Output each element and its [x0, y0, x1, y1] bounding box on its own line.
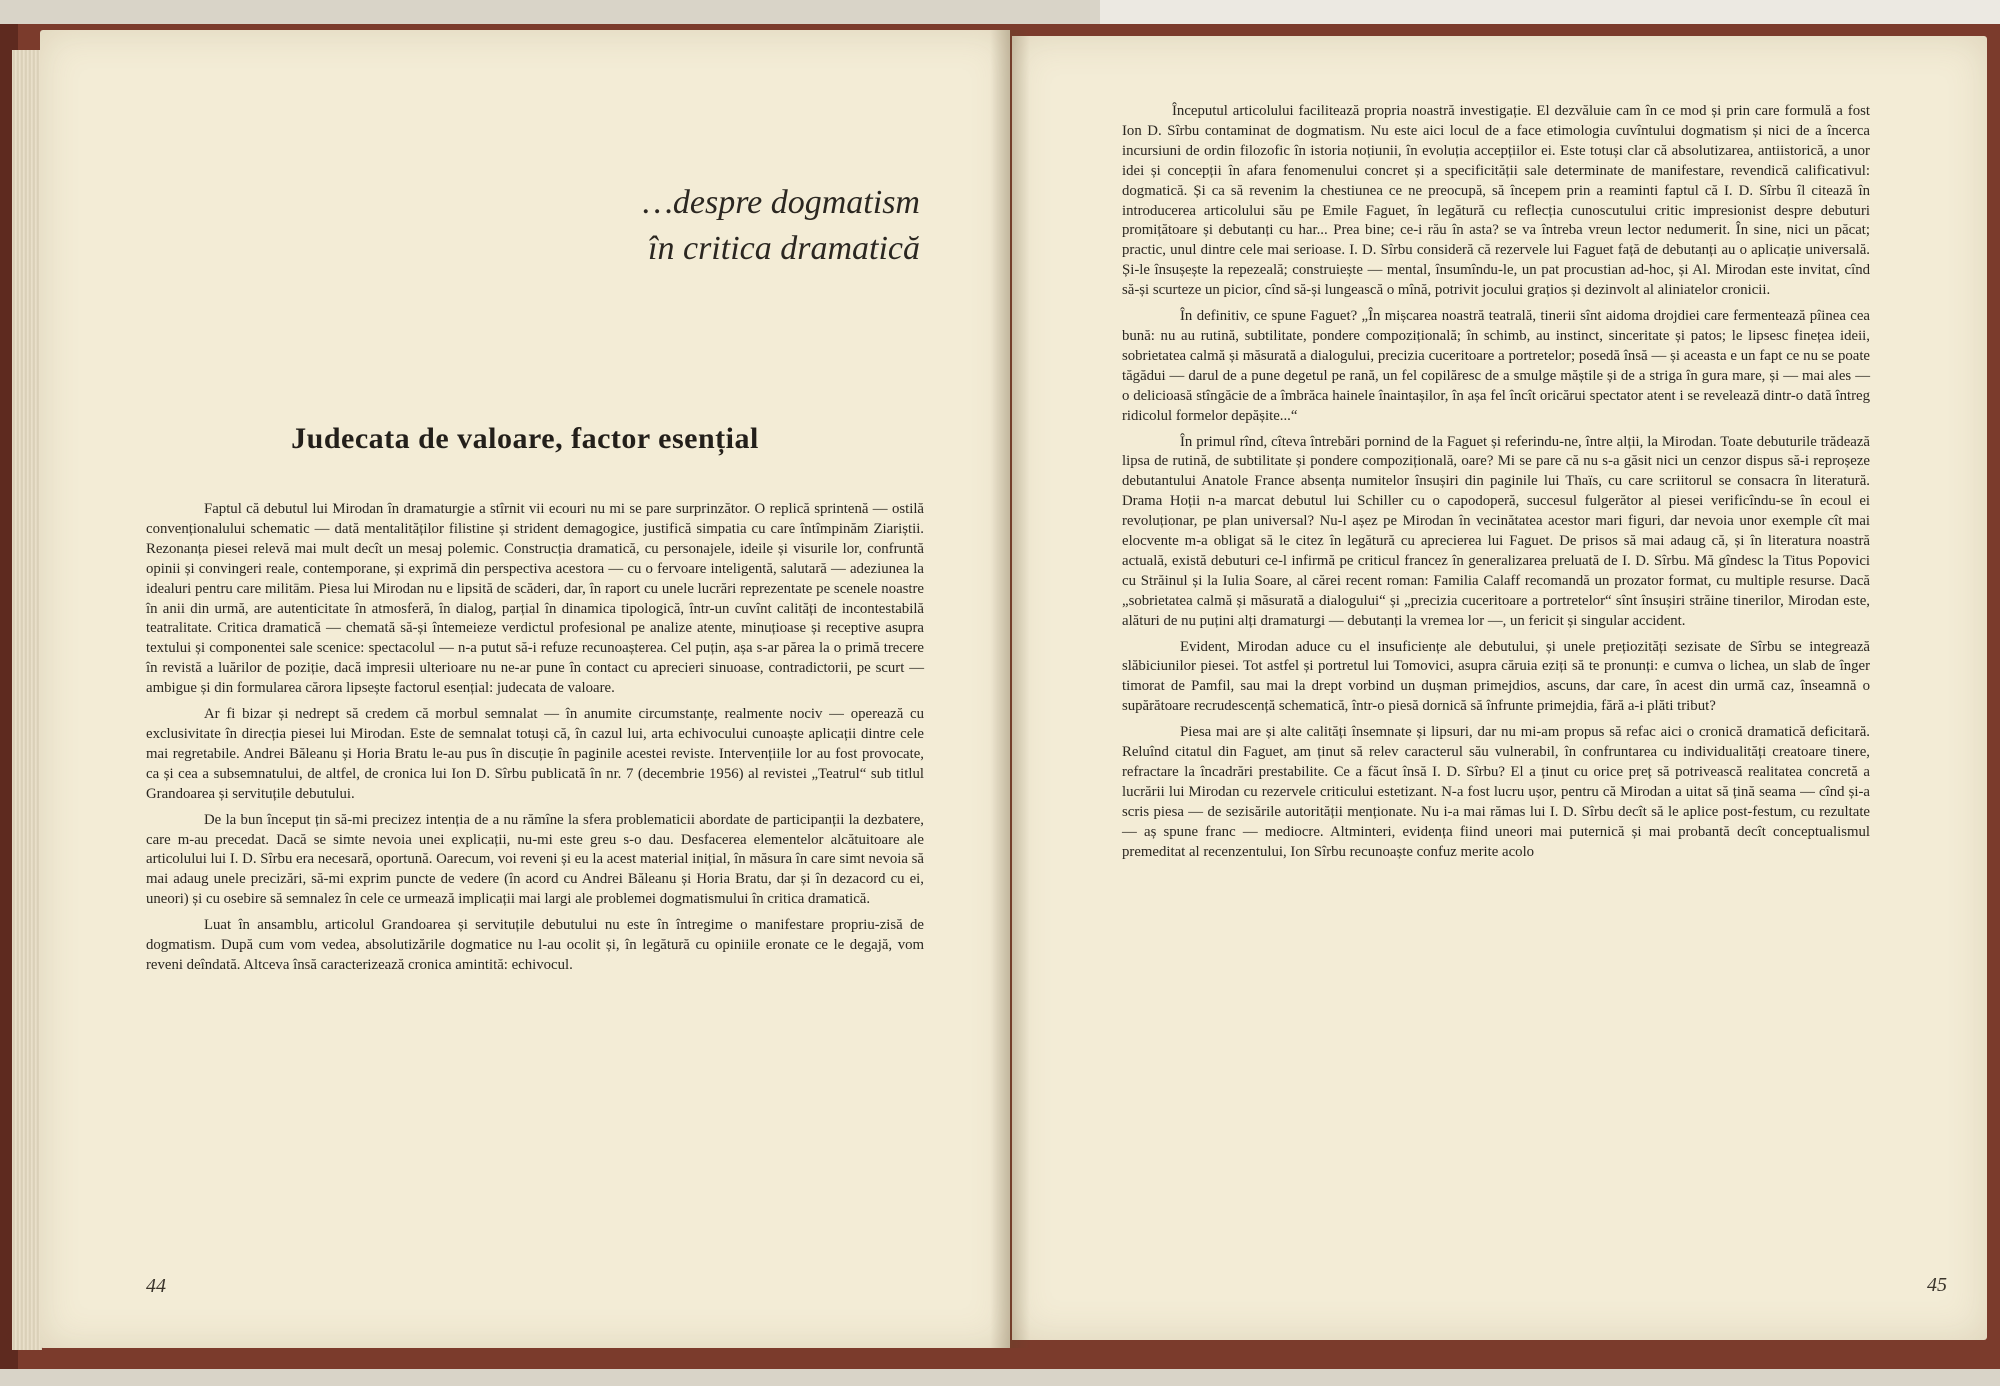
paragraph: Luat în ansamblu, articolul Grandoarea și servituțile debutului nu este în întregime o manifestare propriu-zisă de dogmatism. După cum vom vedea, absolutizările dogmatice nu l-au ocolit și, în legătură cu opiniile eronate ce le degajă, vom reveni deîndată. Altceva însă caracterizează cronica amintită: echivocul.	[146, 917, 924, 973]
paragraph: Piesa mai are și alte calități însemnate și lipsuri, dar nu mi-am propus să refac aici o cronică dramatică deficitară. Reluînd citatul din Faguet, am ținut să relev caracterul său vulnerabil, în confruntarea cu individualități creatoare tinere, refractare la încadrări prestabilite. Ce a făcut însă I. D. Sîrbu? El a ținut cu orice preț să potrivească realitatea concretă a lucrării lui Mirodan cu rezervele criticului estetizant. N-a fost lucru ușor, pentru că Mirodan a uitat să țină seama — cînd și-a scris piesa — de sezisările autorității menționate. Nu i-a mai rămas lui I. D. Sîrbu decît să le aplice post-festum, cu rezultate — aș spune franc — mediocre. Altminteri, evidența fiind uneori mai puternică și mai probantă decît conceptualismul premeditat al recenzentului, Ion Sîrbu recunoaște confuz merite acolo	[1122, 724, 1870, 860]
book-gutter	[990, 30, 1030, 1348]
paragraph: Începutul articolului facilitează propria noastră investigație. El dezvăluie cam în ce mod și prin care formulă a fost Ion D. Sîrbu contaminat de dogmatism. Nu este aici locul de a face etimologia cuvîntului dogmatism și nici de a încerca incursiuni de ordin filozofic în istoria noțiunii, în evoluția accepțiilor ei. Este totuși clar că absolutizarea, antiistorică, a unor idei și concepții în afara fenomenului concret și a specificității sale determinate de manifestare, revendică calificativul: dogmatică. Și ca să revenim la chestiunea ce ne preocupă, să începem prin a reaminti faptul că I. D. Sîrbu îl citează în introducerea articolului său pe Emile Faguet, în legătură cu reflecția cunoscutului critic impresionist despre debuturi promițătoare și debutanți cu har... Prea bine; ce-i rău în asta? se va întreba vreun lector nedumerit. În sine, nici un păcat; practic, unul dintre cele mai serioase. I. D. Sîrbu consideră că rezervele lui Faguet față de debutanți au o aplicație universală. Și-le însușește la repezeală; construiește — mental, însumîndu-le, un pat procustian ad-hoc, și Al. Mirodan este invitat, cînd să-și scurteze un picior, cînd să-și lungească o mînă, potrivit jocului grațios și dezinvolt al aliniatelor cronicii.	[1122, 103, 1870, 299]
section-title	[643, 180, 920, 272]
background-strip	[1100, 0, 2000, 24]
paragraph: În primul rînd, cîteva întrebări pornind de la Faguet și referindu-ne, între alții, la Mirodan. Toate debuturile trădează lipsa de rutină, de subtilitate și pondere compozițională, oare? Mi se pare că nu s-a găsit nici un cenzor dispus să-i reproșeze debutantului Anatole France absența numitelor însușiri din paginile lui Thaïs, cu care scriitorul se consacra în literatură. Drama Hoții n-a marcat debutul lui Schiller cu o capodoperă, succesul fulgerător al piesei verificîndu-se în ecoul ei revoluționar, pe plan universal? Nu-l așez pe Mirodan în vecinătatea acestor mari figuri, dar nevoia unor exemple cît mai elocvente m-a obligat să le citez în legătură cu aprecierea lui Faguet. De prisos să mai adaug că, și în literatura noastră actuală, există debuturi ce-l infirmă pe criticul francez în generalizarea preluată de I. D. Sîrbu. Mă gîndesc la Titus Popovici cu Străinul și la Iulia Soare, al cărei recent roman: Familia Calaff recomandă un prozator format, cu multiple resurse. Dacă „sobrietatea calmă și măsurată a dialogului“ și „precizia cuceritoare a portretelor“ sînt însușiri străine tinerilor, Mirodan este, alături de nu puțini alți dramaturgi — debutanți la vremea lor —, un fericit și singular accident.	[1122, 433, 1870, 629]
section-title-line1: …despre dogmatism	[642, 184, 920, 221]
paragraph: De la bun început țin să-mi precizez intenția de a nu rămîne la sfera problematicii abordate de participanții la dezbatere, care m-au precedat. Dacă se simte nevoia unei explicații, nu-mi este greu s-o dau. Desfacerea elementelor alcătuitoare ale articolului lui I. D. Sîrbu era necesară, oportună. Oarecum, voi reveni și eu la acest material inițial, în măsura în care simt nevoia să mai adaug unele precizări, să-mi exprim puncte de vedere (în acord cu Andrei Băleanu și Horia Bratu, dar și în dezacord cu ei, uneori) și cu osebire să semnalez în cele ce urmează implicații mai largi ale problemei dogmatismului în critica dramatică.	[146, 811, 924, 908]
left-page	[40, 30, 1010, 1348]
paragraph: Evident, Mirodan aduce cu el insuficiențe ale debutului, și unele prețiozități sezisate de Sîrbu se integrează slăbiciunilor piesei. Tot astfel și portretul lui Tomovici, asupra căruia eziți să te pronunți: e cumva o lichea, un slab de înger timorat de Pamfil, sau mai la drept vorbind un dușman primejdios, ascuns, dar care, în acest din urmă caz, înseamnă o supărătoare recrudescență schematică, într-o piesă dornică să înfrunte primejdia, fără a-i plăti tribut?	[1122, 638, 1870, 715]
page-number: 44	[146, 1275, 166, 1297]
left-page-body	[146, 500, 924, 982]
paragraph: Faptul că debutul lui Mirodan în dramaturgie a stîrnit vii ecouri nu mi se pare surprinzător. O replică sprintenă — ostilă convenționalului schematic — dată mentalităților filistine și strident demagogice, justifică simpatia cu care întîmpinăm Ziariștii. Rezonanța piesei relevă mai mult decît un mesaj polemic. Construcția dramatică, cu personajele, ideile și visurile lor, confruntă opinii și convingeri reale, contemporane, și exprimă din perspectiva acestora — cu o fervoare inteligentă, salutară — adeziunea la idealuri pentru care militām. Piesa lui Mirodan nu e lipsită de scăderi, dar, în raport cu unele lucrări reprezentate pe scenele noastre în anii din urmă, are autenticitate în atmosferă, în dialog, parțial în dinamica tipologică, într-un cuvînt calități de incontestabilă teatralitate. Critica dramatică — chemată să-și întemeieze verdictul profesional pe analize atente, minuțioase și receptive asupra textului și componentei sale scenice: spectacolul — n-a putut să-i refuze recunoașterea. Cel puțin, așa s-ar părea la o primă trecere în revistă a luărilor de poziție, dacă impresii ulterioare nu ne-ar pune în contact cu aprecieri sinuoase, contradictorii, pe scurt — ambigue și din formularea cărora lipsește factorul esențial: judecata de valoare.	[146, 501, 924, 697]
article-title: Judecata de valoare, factor esențial	[291, 422, 759, 455]
section-title-line2: în critica dramatică	[648, 230, 920, 267]
paragraph: Ar fi bizar și nedrept să credem că morbul semnalat — în anumite circumstanțe, realmente nociv — operează cu exclusivitate în direcția piesei lui Mirodan. Este de semnalat totuși că, în cazul lui, arta echivocului cunoaște aplicații dintre cele mai regretabile. Andrei Băleanu și Horia Bratu le-au pus în discuție în paginile acestei reviste. Intervențiile lor au fost provocate, ca și cea a subsemnatului, de altfel, de cronica lui Ion D. Sîrbu publicată în nr. 7 (decembrie 1956) al revistei „Teatrul“ sub titlul Grandoarea și servituțile debutului.	[146, 706, 924, 802]
right-page-body	[1122, 102, 1870, 869]
right-page	[1012, 36, 1987, 1340]
page-number: 45	[1927, 1274, 1947, 1296]
page-edges	[12, 50, 42, 1350]
paragraph: În definitiv, ce spune Faguet? „În mișcarea noastră teatrală, tinerii sînt aidoma drojdiei care fermentează pîinea cea bună: nu au rutină, subtilitate, pondere compozițională; în schimb, au instinct, sinceritate și patos; le lipsesc finețea ideii, sobrietatea calmă și măsurată a dialogului, precizia cuceritoare a portretelor; posedă însă — și aceasta e un fapt ce nu se poate tăgădui — darul de a pune degetul pe rană, un fel copilăresc de a smulge măștile și de a striga în gura mare, și — mai ales — o delicioasă stîngăcie de a îmbrăca hainele înaintașilor, în așa fel încît oricărui spectator atent i se revelează dintr-o dată întreg ridicolul formelor depășite...“	[1122, 308, 1870, 424]
